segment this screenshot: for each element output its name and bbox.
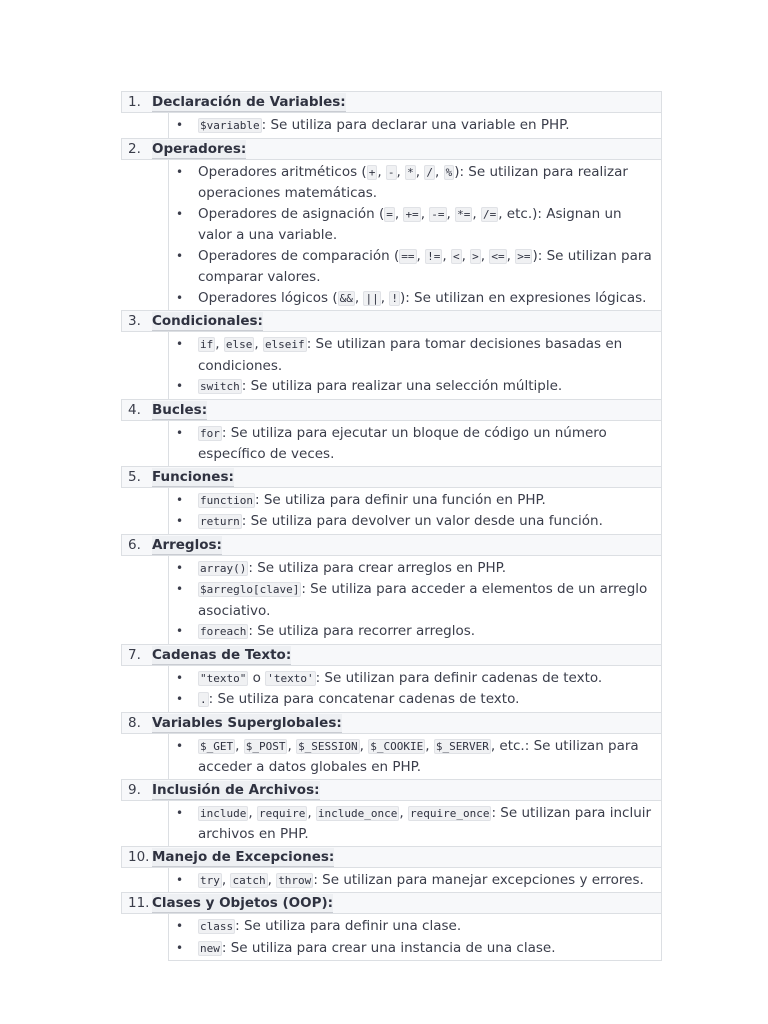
item-text: ,: [377, 163, 386, 180]
bullet-icon: •: [176, 872, 184, 887]
code-token: $_GET: [200, 739, 234, 753]
list-item: [169, 204, 655, 246]
item-text: ,: [267, 871, 277, 888]
code-token: catch: [232, 873, 266, 887]
code-token: +=: [405, 207, 419, 221]
code-token: ==: [401, 249, 415, 263]
code-token: <: [452, 249, 460, 263]
list-item: [169, 246, 655, 288]
bullet-list: [169, 558, 655, 643]
section-body: [168, 556, 662, 645]
code-token: &&: [339, 291, 353, 305]
item-text: ,: [254, 336, 263, 352]
section-title: Funciones:: [152, 468, 234, 485]
item-text: : Se utiliza para definir una clase.: [235, 918, 462, 934]
item-text: ,: [416, 247, 426, 264]
item-text: : Se utiliza para ejecutar un bloque de código un número específico de veces.: [198, 424, 607, 462]
item-text: ,: [434, 163, 444, 180]
section-title: Inclusión de Archivos:: [152, 781, 320, 798]
bullet-icon: •: [176, 425, 184, 440]
item-text: : Se utiliza para realizar una selección múltiple.: [241, 378, 563, 394]
item-text: ,: [415, 163, 425, 180]
section-body: [168, 160, 662, 312]
list-item: [169, 288, 655, 310]
list-item: [169, 689, 655, 711]
item-text: ): Se utilizan para realizar operaciones matemáticas.: [198, 163, 628, 201]
code-token: elseif: [264, 338, 305, 351]
section-body: [168, 113, 662, 139]
item-text: ,: [506, 247, 516, 264]
code-token: require_once: [409, 806, 490, 820]
section-number: 10.: [128, 848, 150, 865]
bullet-list: [169, 668, 655, 711]
section-heading: [121, 138, 662, 160]
section-heading: [121, 399, 662, 421]
bullet-list: [169, 334, 655, 398]
item-text: Operadores de asignación (: [198, 205, 385, 222]
bullet-list: [169, 490, 655, 533]
item-text: ): Se utilizan para comparar valores.: [198, 247, 652, 285]
code-token: $_SESSION: [298, 739, 358, 753]
item-text: ,: [420, 205, 430, 222]
bullet-icon: •: [176, 514, 184, 528]
bullet-list: [169, 162, 655, 310]
item-text: ): Se utilizan en expresiones lógicas.: [399, 289, 647, 306]
code-token: >=: [517, 249, 531, 263]
code-token: $_COOKIE: [370, 739, 424, 753]
item-text: o: [248, 669, 266, 686]
item-text: : Se utiliza para crear una instancia de una clase.: [221, 939, 556, 956]
section-title: Clases y Objetos (OOP):: [152, 895, 334, 911]
section-number: 6.: [128, 536, 141, 553]
item-text: ,: [461, 247, 471, 264]
item-text: : Se utilizan para definir cadenas de texto.: [315, 669, 603, 686]
section-body: [168, 332, 662, 400]
bullet-icon: •: [176, 492, 184, 507]
item-text: ,: [472, 205, 481, 222]
section-number: 2.: [128, 140, 141, 157]
code-token: function: [200, 493, 253, 507]
code-token: !: [391, 291, 398, 305]
code-token: new: [200, 941, 220, 955]
list-item: [169, 558, 655, 580]
section-number: 4.: [128, 401, 141, 418]
bullet-list: [169, 423, 655, 465]
code-token: $arreglo[clave]: [200, 583, 300, 596]
list-item: [169, 736, 655, 778]
code-token: ||: [365, 291, 379, 305]
bullet-icon: •: [176, 940, 184, 955]
section-body: [168, 914, 662, 961]
list-item: [169, 423, 655, 465]
item-text: : Se utiliza para declarar una variable en PHP.: [261, 117, 570, 133]
code-token: <=: [491, 249, 505, 263]
code-token: "texto": [200, 671, 247, 685]
bullet-icon: •: [176, 164, 184, 179]
section-body: [168, 868, 662, 894]
bullet-list: [169, 870, 655, 892]
item-text: ,: [354, 289, 364, 306]
item-text: : Se utiliza para concatenar cadenas de texto.: [208, 691, 520, 707]
bullet-icon: •: [176, 919, 184, 933]
section-heading: [121, 310, 662, 332]
section-heading: [121, 779, 662, 801]
item-text: : Se utilizan para manejar excepciones y errores.: [313, 871, 644, 888]
item-text: : Se utilizan para tomar decisiones basadas en condiciones.: [198, 336, 623, 374]
code-token: -: [387, 165, 395, 179]
section-body: [168, 488, 662, 535]
item-text: ,: [235, 737, 244, 754]
bullet-list: [169, 736, 655, 778]
list-item: [169, 376, 655, 398]
bullet-icon: •: [176, 738, 184, 753]
bullet-icon: •: [176, 582, 184, 596]
section-body: [168, 666, 662, 713]
code-token: /=: [482, 207, 497, 221]
list-item: [169, 621, 655, 643]
section-number: 9.: [128, 781, 141, 798]
code-token: $_SERVER: [435, 739, 489, 753]
section-title: Declaración de Variables:: [152, 94, 346, 110]
item-text: ,: [442, 247, 451, 264]
item-text: ,: [446, 205, 456, 222]
item-text: , etc.): Asignan un valor a una variable.: [198, 205, 622, 243]
item-text: : Se utiliza para definir una función en PHP.: [254, 491, 546, 508]
section-title: Operadores:: [152, 140, 247, 157]
code-token: 'texto': [267, 671, 314, 685]
item-text: ,: [248, 804, 257, 821]
item-text: Operadores aritméticos (: [198, 163, 367, 180]
code-token: .: [200, 693, 207, 706]
section-number: 7.: [128, 646, 141, 663]
bullet-list: [169, 115, 655, 137]
section-title: Variables Superglobales:: [152, 714, 342, 731]
code-token: %: [445, 165, 453, 179]
item-text: ,: [425, 737, 434, 754]
bullet-icon: •: [176, 692, 184, 706]
bullet-icon: •: [176, 290, 184, 305]
item-text: ,: [287, 737, 297, 754]
section-title: Condicionales:: [152, 313, 263, 329]
code-token: $_POST: [245, 739, 286, 753]
list-item: [169, 115, 655, 137]
bullet-icon: •: [176, 206, 184, 221]
item-text: : Se utiliza para recorrer arreglos.: [248, 623, 476, 639]
bullet-icon: •: [176, 670, 184, 685]
item-text: Operadores lógicos (: [198, 289, 338, 306]
section-heading: [121, 846, 662, 868]
bullet-icon: •: [176, 624, 184, 638]
bullet-icon: •: [176, 337, 184, 351]
item-text: ,: [307, 804, 316, 821]
code-token: -=: [431, 207, 445, 221]
section-title: Arreglos:: [152, 536, 222, 553]
code-token: else: [225, 338, 253, 351]
section-body: [168, 421, 662, 467]
code-token: array(): [200, 561, 247, 575]
code-token: include_once: [317, 806, 398, 820]
section-number: 3.: [128, 313, 141, 329]
section-title: Bucles:: [152, 401, 208, 418]
list-item: [169, 803, 655, 845]
code-token: try: [200, 873, 220, 887]
code-token: class: [200, 920, 234, 933]
code-token: require: [258, 806, 306, 820]
list-item: [169, 162, 655, 204]
item-text: ,: [396, 163, 406, 180]
section-title: Cadenas de Texto:: [152, 646, 292, 663]
item-text: ,: [215, 336, 224, 352]
list-item: [169, 490, 655, 512]
list-item: [169, 334, 655, 376]
bullet-icon: •: [176, 118, 184, 132]
section-heading: [121, 466, 662, 488]
item-text: : Se utiliza para acceder a elementos de un arreglo asociativo.: [198, 581, 648, 619]
item-text: ,: [399, 804, 408, 821]
code-token: for: [200, 426, 220, 440]
code-token: include: [200, 806, 247, 820]
item-text: , etc.: Se utilizan para acceder a datos globales en PHP.: [198, 737, 639, 775]
code-token: switch: [200, 380, 240, 393]
section-number: 1.: [128, 94, 141, 110]
code-token: /: [426, 165, 433, 179]
section-body: [168, 801, 662, 847]
section-heading: [121, 534, 662, 556]
item-text: Operadores de comparación (: [198, 247, 400, 264]
section-number: 11.: [128, 895, 150, 911]
list-item: [169, 511, 655, 533]
section-number: 8.: [128, 714, 141, 731]
code-token: return: [200, 515, 240, 528]
list-item: [169, 938, 655, 960]
section-heading: [121, 91, 662, 113]
bullet-list: [169, 916, 655, 959]
bullet-icon: •: [176, 379, 184, 393]
code-token: *: [407, 165, 414, 179]
item-text: : Se utiliza para crear arreglos en PHP.: [248, 559, 506, 576]
item-text: ,: [480, 247, 490, 264]
bullet-icon: •: [176, 805, 184, 820]
code-token: foreach: [200, 625, 247, 638]
code-token: throw: [278, 873, 312, 887]
list-item: [169, 668, 655, 690]
code-token: if: [200, 338, 214, 351]
item-text: ,: [359, 737, 369, 754]
code-token: +: [368, 165, 376, 179]
code-token: =: [386, 207, 393, 221]
code-token: !=: [427, 249, 441, 263]
code-token: >: [472, 249, 479, 263]
section-heading: [121, 644, 662, 666]
section-number: 5.: [128, 468, 141, 485]
bullet-list: [169, 803, 655, 845]
code-token: $variable: [200, 119, 260, 132]
item-text: : Se utilizan para incluir archivos en PHP.: [198, 804, 652, 842]
section-body: [168, 734, 662, 780]
list-item: [169, 916, 655, 938]
item-text: : Se utiliza para devolver un valor desde una función.: [241, 513, 603, 529]
section-heading: [121, 712, 662, 734]
list-item: [169, 579, 655, 621]
bullet-icon: •: [176, 248, 184, 263]
section-heading: [121, 892, 662, 914]
section-title: Manejo de Excepciones:: [152, 848, 335, 865]
item-text: ,: [394, 205, 404, 222]
php-reference-list: [121, 92, 662, 961]
item-text: ,: [221, 871, 231, 888]
bullet-icon: •: [176, 560, 184, 575]
item-text: ,: [380, 289, 390, 306]
list-item: [169, 870, 655, 892]
code-token: *=: [457, 207, 471, 221]
